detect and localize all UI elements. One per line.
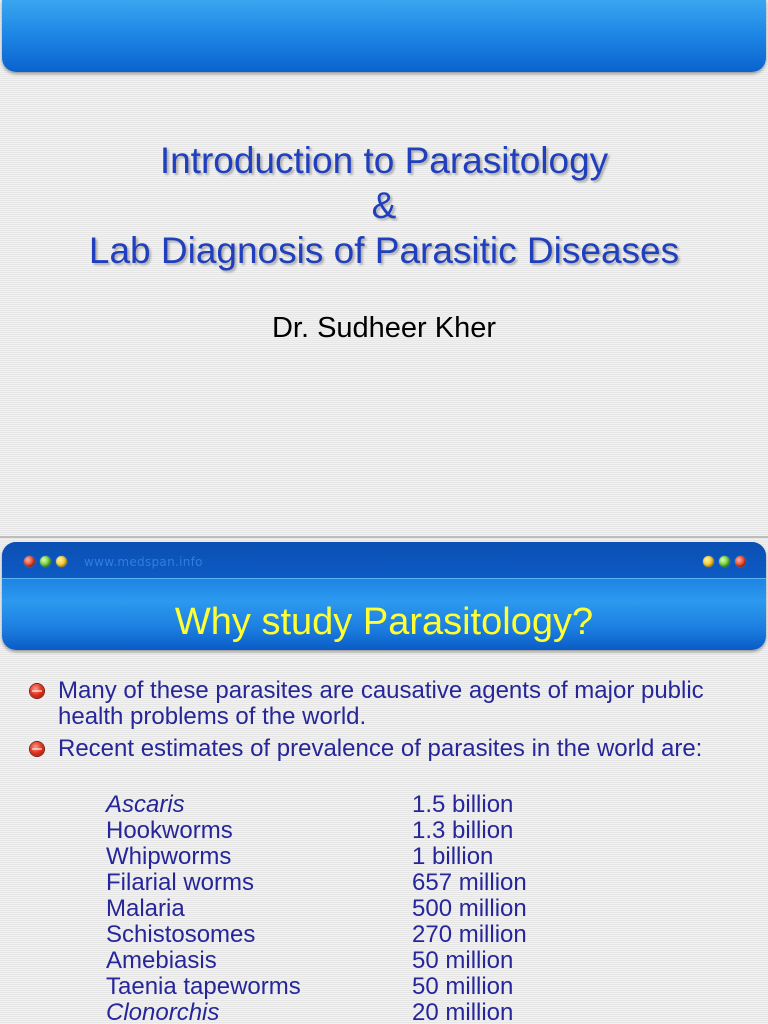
title-line-3: Lab Diagnosis of Parasitic Diseases bbox=[88, 230, 680, 271]
bullet-text: Many of these parasites are causative agents of major public health problems of the world. bbox=[58, 677, 704, 730]
window-dots-right bbox=[703, 556, 746, 567]
bullet-item bbox=[30, 736, 750, 762]
parasite-name: Whipworms bbox=[106, 843, 232, 870]
prevalence-value: 657 million bbox=[412, 869, 527, 896]
title-line-1: Introduction to Parasitology bbox=[159, 140, 609, 181]
table-row bbox=[106, 818, 626, 844]
prevalence-value: 20 million bbox=[412, 999, 514, 1024]
slide-title: Why study Parasitology? bbox=[174, 601, 594, 643]
table-row bbox=[106, 1000, 626, 1024]
table-row bbox=[106, 844, 626, 870]
window-dots-left bbox=[24, 556, 67, 567]
bullet-item bbox=[30, 678, 750, 730]
bullet-text: Recent estimates of prevalence of parasites in the world are: bbox=[58, 735, 703, 762]
yellow-dot-icon bbox=[703, 556, 714, 567]
table-row bbox=[106, 870, 626, 896]
website-url: www.medspan.info bbox=[84, 555, 203, 569]
content-slide bbox=[0, 538, 768, 1024]
prevalence-value: 270 million bbox=[412, 921, 527, 948]
parasite-name: Filarial worms bbox=[106, 869, 255, 896]
prevalence-table bbox=[106, 792, 626, 1024]
parasite-name: Schistosomes bbox=[106, 921, 256, 948]
parasite-name: Ascaris bbox=[106, 791, 185, 818]
parasite-name: Taenia tapeworms bbox=[106, 973, 301, 1000]
green-dot-icon bbox=[40, 556, 51, 567]
prevalence-value: 1.3 billion bbox=[412, 817, 514, 844]
header-top-strip bbox=[2, 542, 766, 579]
bullet-list bbox=[30, 678, 750, 768]
parasite-name: Clonorchis bbox=[106, 999, 220, 1024]
prevalence-value: 1 billion bbox=[412, 843, 494, 870]
prevalence-value: 1.5 billion bbox=[412, 791, 514, 818]
red-dot-icon bbox=[24, 556, 35, 567]
slide-header-bar bbox=[2, 542, 766, 650]
title-line-2: & bbox=[371, 185, 397, 226]
author-name: Dr. Sudheer Kher bbox=[271, 312, 497, 344]
yellow-dot-icon bbox=[56, 556, 67, 567]
bullet-icon bbox=[30, 742, 44, 756]
table-row bbox=[106, 922, 626, 948]
bullet-icon bbox=[30, 684, 44, 698]
parasite-name: Malaria bbox=[106, 895, 185, 922]
table-row bbox=[106, 896, 626, 922]
prevalence-value: 50 million bbox=[412, 973, 514, 1000]
green-dot-icon bbox=[719, 556, 730, 567]
parasite-name: Amebiasis bbox=[106, 947, 217, 974]
parasite-name: Hookworms bbox=[106, 817, 233, 844]
table-row bbox=[106, 792, 626, 818]
table-row bbox=[106, 974, 626, 1000]
prevalence-value: 50 million bbox=[412, 947, 514, 974]
presentation-title bbox=[0, 138, 768, 273]
table-row bbox=[106, 948, 626, 974]
prevalence-value: 500 million bbox=[412, 895, 527, 922]
red-dot-icon bbox=[735, 556, 746, 567]
title-slide-top-bar bbox=[2, 0, 766, 72]
